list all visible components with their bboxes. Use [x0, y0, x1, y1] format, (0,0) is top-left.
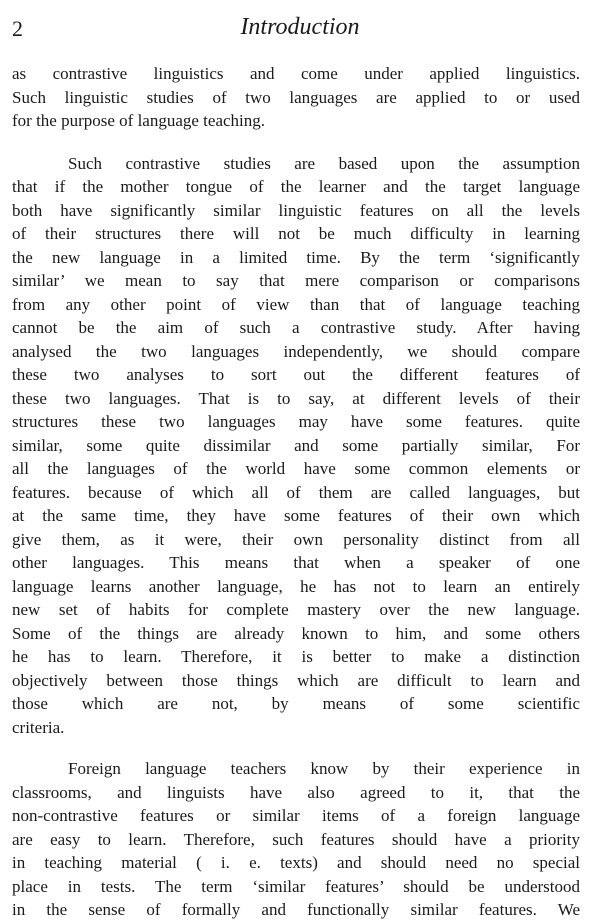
text-line: he has to learn. Therefore, it is better to make a distinction [12, 647, 580, 666]
text-line: other languages. This means that when a speaker of one [12, 553, 580, 572]
text-line: classrooms, and linguists have also agreed to it, that the [12, 782, 580, 802]
body-text [12, 62, 580, 922]
text-line: structures these two languages may have some features. quite [12, 412, 580, 431]
text-line: Such linguistic studies of two languages are applied to or used [12, 87, 580, 107]
text-line: non-contrastive features or similar items of a foreign language [12, 806, 580, 825]
text-line: analysed the two languages independently, we should compare [12, 341, 580, 361]
text-line: similar, some quite dissimilar and some partially similar, For [12, 435, 580, 455]
paragraph-3 [12, 757, 580, 922]
text-line: both have significantly similar linguistic features on all the levels [12, 200, 580, 220]
text-line: at the same time, they have some features of their own which [12, 506, 580, 525]
text-line: are easy to learn. Therefore, such features should have a priority [12, 829, 580, 849]
paragraph-2 [12, 152, 580, 740]
paragraph-1 [12, 62, 580, 133]
running-title: Introduction [240, 14, 360, 40]
text-line: new set of habits for complete mastery over the new language. [12, 600, 580, 619]
text-line: all the languages of the world have some common elements or [12, 459, 580, 478]
page-header [0, 12, 600, 46]
text-line: of their structures there will not be much difficulty in learning [12, 224, 580, 243]
text-line: Foreign language teachers know by their experience in [68, 759, 580, 778]
text-line: the new language in a limited time. By the term ‘significantly [12, 247, 580, 267]
text-line: cannot be the aim of such a contrastive study. After having [12, 318, 580, 337]
text-line: Such contrastive studies are based upon the assumption [68, 153, 580, 173]
text-line: criteria. [12, 717, 65, 737]
text-line: these two languages. That is to say, at different levels of their [12, 388, 580, 408]
text-line: language learns another language, he has not to learn an entirely [12, 576, 580, 596]
text-line: those which are not, by means of some scientific [12, 694, 580, 713]
page-number: 2 [12, 16, 23, 41]
text-line: features. because of which all of them are called languages, but [12, 482, 580, 502]
text-line: place in tests. The term ‘similar features’ should be understood [12, 876, 580, 896]
text-line: similar’ we mean to say that mere comparison or comparisons [12, 271, 580, 290]
text-line: as contrastive linguistics and come under applied linguistics. [12, 64, 580, 83]
text-line: in teaching material ( i. e. texts) and should need no special [12, 853, 580, 872]
text-line: in the sense of formally and functionally similar features. We [12, 900, 580, 919]
text-line: objectively between those things which are difficult to learn and [12, 670, 580, 690]
text-line: from any other point of view than that of language teaching [12, 294, 580, 314]
text-line: give them, as it were, their own personality distinct from all [12, 529, 580, 549]
text-line: these two analyses to sort out the different features of [12, 365, 580, 384]
text-line: that if the mother tongue of the learner and the target language [12, 177, 580, 196]
text-line: Some of the things are already known to him, and some others [12, 623, 580, 643]
text-line: for the purpose of language teaching. [12, 111, 266, 130]
